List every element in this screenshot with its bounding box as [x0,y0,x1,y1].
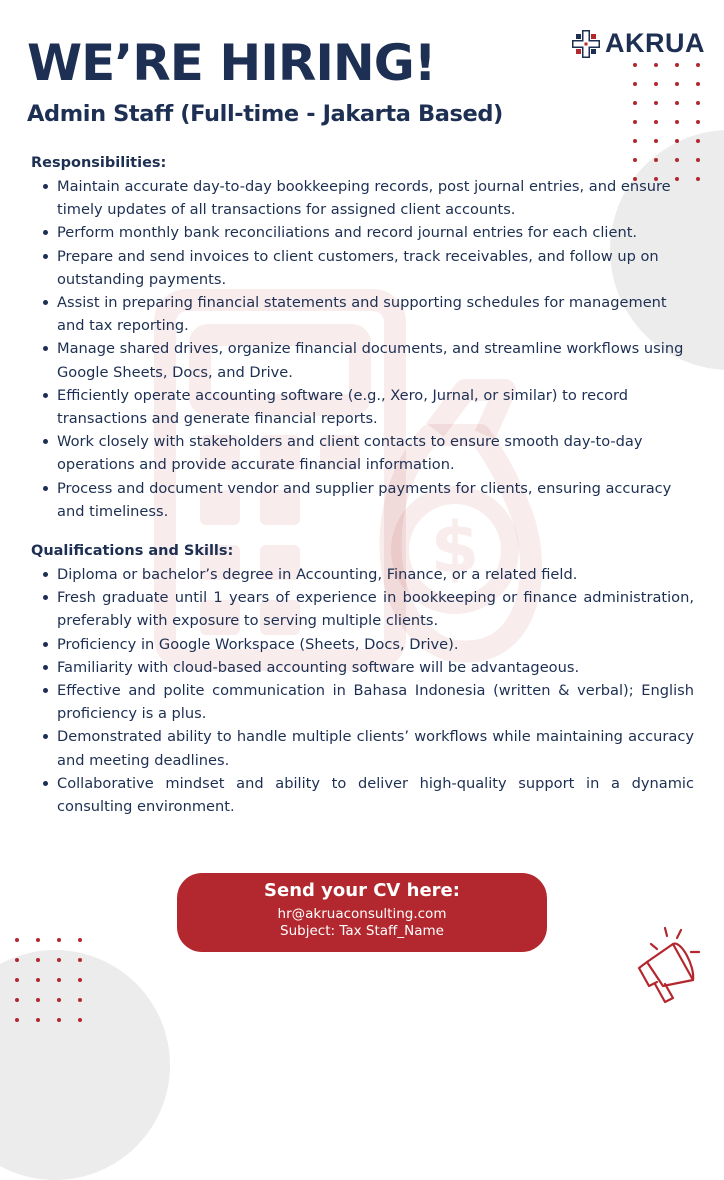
qualifications-list [30,563,694,818]
list-item: Fresh graduate until 1 years of experience in bookkeeping or finance administration, preferably with exposure to serving multiple clients. [30,586,694,632]
svg-text:$: $ [430,507,480,589]
list-item: Manage shared drives, organize financial documents, and streamline workflows using Google Sheets, Docs, and Drive. [30,337,694,383]
list-item: Demonstrated ability to handle multiple clients’ workflows while maintaining accuracy and meeting deadlines. [30,725,694,771]
megaphone-icon [625,922,707,1012]
qualifications-heading: Qualifications and Skills: [31,543,234,559]
contact-email-link[interactable]: hr@akruaconsulting.com [277,906,447,922]
job-subtitle: Admin Staff (Full-time - Jakarta Based) [27,101,503,127]
list-item: Proficiency in Google Workspace (Sheets, Docs, Drive). [30,633,694,656]
list-item: Familiarity with cloud-based accounting software will be advantageous. [30,656,694,679]
list-item: Effective and polite communication in Bahasa Indonesia (written & verbal); English proficiency is a plus. [30,679,694,725]
list-item: Efficiently operate accounting software (e.g., Xero, Jurnal, or similar) to record transactions and generate financial reports. [30,384,694,430]
brand-logo[interactable] [572,28,705,59]
list-item: Perform monthly bank reconciliations and record journal entries for each client. [30,221,694,244]
send-cv-box [177,873,547,952]
responsibilities-list [30,175,694,523]
page-title: WE’RE HIRING! [27,34,436,92]
responsibilities-heading: Responsibilities: [31,155,167,171]
list-item: Maintain accurate day-to-day bookkeeping records, post journal entries, and ensure timely updates of all transactions for assigned client accounts. [30,175,694,221]
list-item: Process and document vendor and supplier payments for clients, ensuring accuracy and timeliness. [30,477,694,523]
qualifications-section [30,541,694,818]
list-item: Assist in preparing financial statements and supporting schedules for management and tax reporting. [30,291,694,337]
list-item: Diploma or bachelor’s degree in Accounting, Finance, or a related field. [30,563,694,586]
list-item: Collaborative mindset and ability to deliver high-quality support in a dynamic consulting environment. [30,772,694,818]
cta-title: Send your CV here: [264,880,460,901]
list-item: Prepare and send invoices to client customers, track receivables, and follow up on outstanding payments. [30,245,694,291]
responsibilities-section [30,153,694,523]
brand-name: AKRUA [605,28,705,58]
cross-logo-icon [572,30,600,58]
decor-dots-bottom-left [15,938,82,1022]
email-subject: Subject: Tax Staff_Name [280,923,444,939]
list-item: Work closely with stakeholders and client contacts to ensure smooth day-to-day operations and provide accurate financial information. [30,430,694,476]
